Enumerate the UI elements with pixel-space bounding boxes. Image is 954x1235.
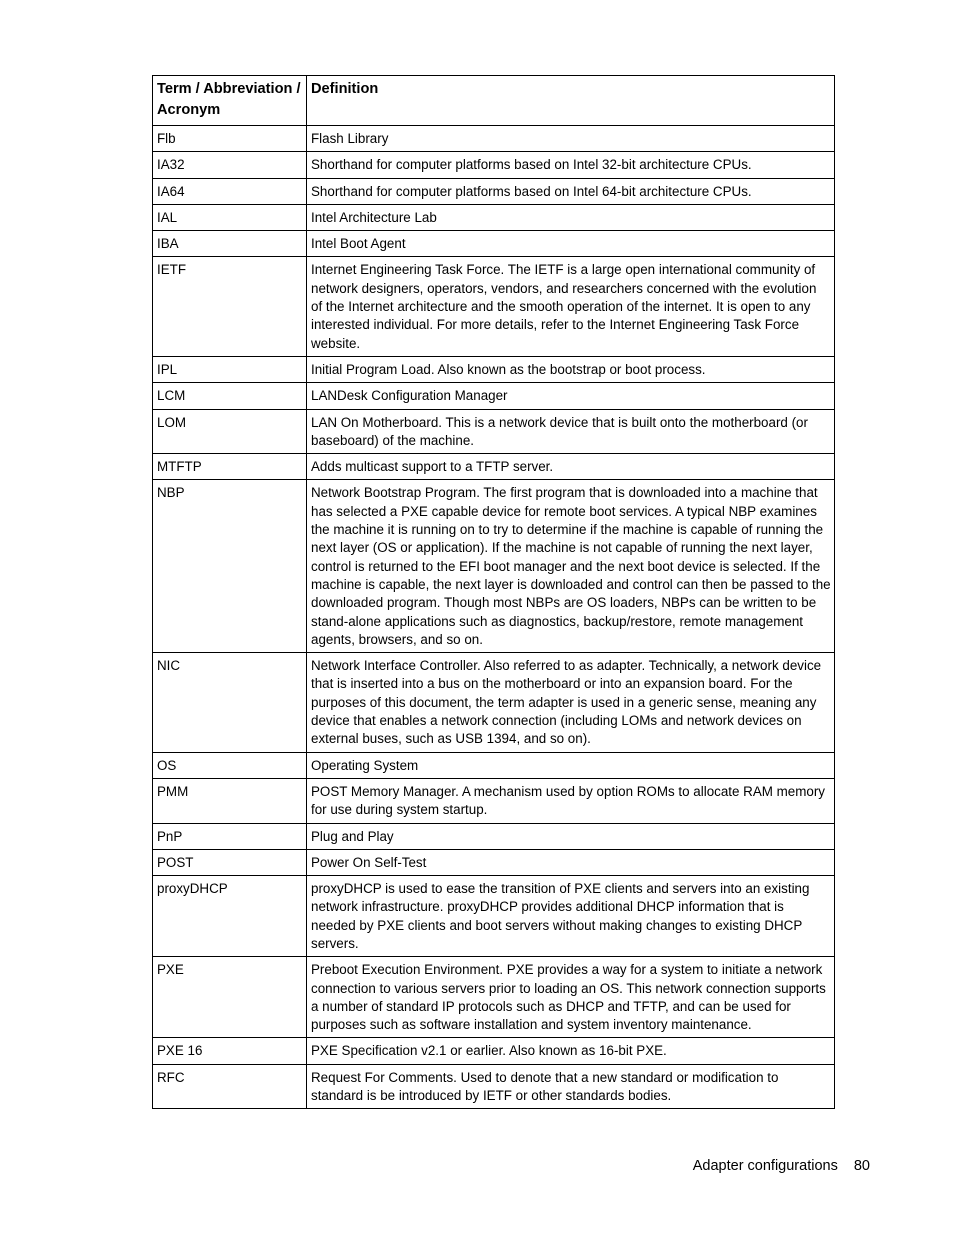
definition-cell: Power On Self-Test: [307, 849, 835, 875]
table-row: [153, 1064, 835, 1109]
table-row: [153, 653, 835, 752]
definition-cell: Intel Boot Agent: [307, 231, 835, 257]
term-cell: NBP: [153, 480, 307, 653]
table-row: [153, 383, 835, 409]
term-cell: proxyDHCP: [153, 876, 307, 957]
page-number: 80: [853, 1158, 870, 1174]
glossary-table: [152, 75, 835, 1109]
term-cell: LOM: [153, 409, 307, 454]
term-cell: Flb: [153, 126, 307, 152]
term-cell: MTFTP: [153, 454, 307, 480]
term-cell: PXE 16: [153, 1038, 307, 1064]
table-row: [153, 957, 835, 1038]
term-cell: RFC: [153, 1064, 307, 1109]
definition-cell: Network Bootstrap Program. The first program that is downloaded into a machine that has selected a PXE capable device for remote boot services. A typical NBP examines the machine it is running on to try to determine if the machine is capable of running the next layer (OS or application). If the machine is not capable of running the next layer, control is returned to the EFI boot manager and the next boot device is selected. If the machine is capable, the next layer is downloaded and control can then be passed to the downloaded program. Though most NBPs are OS loaders, NBPs can be written to be stand-alone applications such as diagnostics, backup/restore, remote management agents, browsers, and so on.: [307, 480, 835, 653]
definition-cell: Shorthand for computer platforms based on Intel 32-bit architecture CPUs.: [307, 152, 835, 178]
page-footer: [693, 1158, 870, 1174]
table-row: [153, 1038, 835, 1064]
term-cell: IBA: [153, 231, 307, 257]
definition-cell: Plug and Play: [307, 823, 835, 849]
term-cell: IETF: [153, 257, 307, 356]
definition-cell: Internet Engineering Task Force. The IETF is a large open international community of network designers, operators, vendors, and researchers concerned with the evolution of the Internet architecture and the smooth operation of the internet. It is open to any interested individual. For more details, refer to the Internet Engineering Task Force website.: [307, 257, 835, 356]
term-cell: NIC: [153, 653, 307, 752]
glossary-body: [153, 126, 835, 1109]
definition-column-header: Definition: [307, 76, 835, 126]
definition-cell: proxyDHCP is used to ease the transition of PXE clients and servers into an existing network infrastructure. proxyDHCP provides additional DHCP information that is needed by PXE clients and boot servers without making changes to existing DHCP servers.: [307, 876, 835, 957]
term-cell: POST: [153, 849, 307, 875]
definition-cell: LANDesk Configuration Manager: [307, 383, 835, 409]
table-row: [153, 231, 835, 257]
term-column-header: Term / Abbreviation / Acronym: [153, 76, 307, 126]
footer-section-title: Adapter configurations: [692, 1158, 838, 1174]
table-row: [153, 204, 835, 230]
term-cell: LCM: [153, 383, 307, 409]
table-row: [153, 849, 835, 875]
term-cell: PnP: [153, 823, 307, 849]
table-row: [153, 876, 835, 957]
table-row: [153, 778, 835, 823]
term-cell: IA32: [153, 152, 307, 178]
term-cell: IA64: [153, 178, 307, 204]
definition-cell: PXE Specification v2.1 or earlier. Also known as 16-bit PXE.: [307, 1038, 835, 1064]
table-row: [153, 454, 835, 480]
table-row: [153, 152, 835, 178]
term-cell: IAL: [153, 204, 307, 230]
definition-cell: Network Interface Controller. Also referred to as adapter. Technically, a network device that is inserted into a bus on the motherboard or into an expansion board. For the purposes of this document, the term adapter is used in a generic sense, meaning any device that enables a network connection (including LOMs and network devices on external buses, such as USB 1394, and so on).: [307, 653, 835, 752]
definition-cell: POST Memory Manager. A mechanism used by option ROMs to allocate RAM memory for use during system startup.: [307, 778, 835, 823]
table-header-row: [153, 76, 835, 126]
term-cell: PXE: [153, 957, 307, 1038]
definition-cell: Flash Library: [307, 126, 835, 152]
definition-cell: Initial Program Load. Also known as the bootstrap or boot process.: [307, 356, 835, 382]
table-row: [153, 752, 835, 778]
definition-cell: Shorthand for computer platforms based on Intel 64-bit architecture CPUs.: [307, 178, 835, 204]
definition-cell: Preboot Execution Environment. PXE provides a way for a system to initiate a network connection to various servers prior to loading an OS. This network connection supports a number of standard IP protocols such as DHCP and TFTP, and can be used for purposes such as software installation and system inventory maintenance.: [307, 957, 835, 1038]
table-row: [153, 409, 835, 454]
table-row: [153, 823, 835, 849]
table-row: [153, 126, 835, 152]
term-cell: PMM: [153, 778, 307, 823]
term-cell: OS: [153, 752, 307, 778]
term-cell: IPL: [153, 356, 307, 382]
table-row: [153, 356, 835, 382]
definition-cell: Request For Comments. Used to denote that a new standard or modification to standard is be introduced by IETF or other standards bodies.: [307, 1064, 835, 1109]
table-row: [153, 257, 835, 356]
definition-cell: Intel Architecture Lab: [307, 204, 835, 230]
definition-cell: Operating System: [307, 752, 835, 778]
definition-cell: LAN On Motherboard. This is a network device that is built onto the motherboard (or baseboard) of the machine.: [307, 409, 835, 454]
definition-cell: Adds multicast support to a TFTP server.: [307, 454, 835, 480]
table-row: [153, 178, 835, 204]
table-row: [153, 480, 835, 653]
